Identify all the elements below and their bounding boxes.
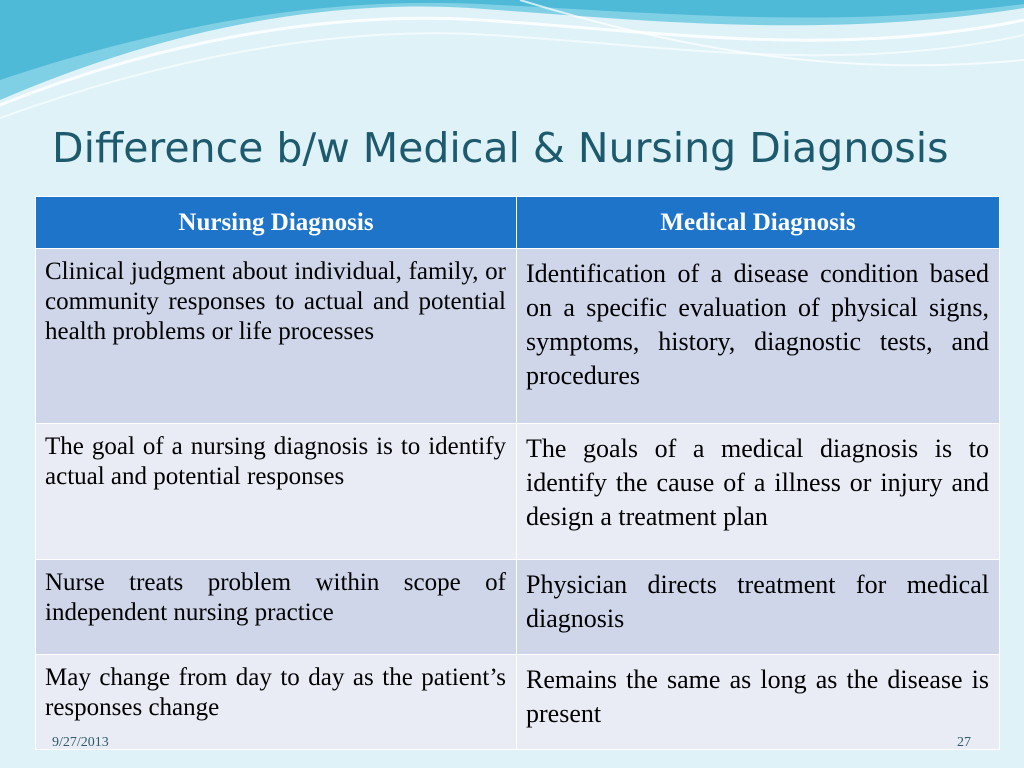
page-number: 27	[957, 735, 971, 750]
header-medical-diagnosis: Medical Diagnosis	[517, 197, 1000, 249]
table-row	[36, 560, 1000, 655]
table-row	[36, 424, 1000, 560]
comparison-table	[35, 196, 1000, 750]
nursing-cell: May change from day to day as the patient’s responses change	[36, 655, 517, 750]
slide-title: Difference b/w Medical & Nursing Diagnosis	[52, 124, 949, 172]
table-row	[36, 655, 1000, 750]
footer-date: 9/27/2013	[52, 735, 109, 750]
table-header-row	[36, 197, 1000, 249]
medical-cell: Physician directs treatment for medical diagnosis	[517, 560, 1000, 655]
medical-cell: Identification of a disease condition based on a specific evaluation of physical signs, symptoms, history, diagnostic tests, and procedures	[517, 249, 1000, 424]
decorative-wave-banner	[0, 0, 1024, 130]
nursing-cell: Clinical judgment about individual, family, or community responses to actual and potential health problems or life processes	[36, 249, 517, 424]
nursing-cell: Nurse treats problem within scope of independent nursing practice	[36, 560, 517, 655]
medical-cell: Remains the same as long as the disease is present	[517, 655, 1000, 750]
table-row	[36, 249, 1000, 424]
medical-cell: The goals of a medical diagnosis is to identify the cause of a illness or injury and design a treatment plan	[517, 424, 1000, 560]
nursing-cell: The goal of a nursing diagnosis is to identify actual and potential responses	[36, 424, 517, 560]
header-nursing-diagnosis: Nursing Diagnosis	[36, 197, 517, 249]
